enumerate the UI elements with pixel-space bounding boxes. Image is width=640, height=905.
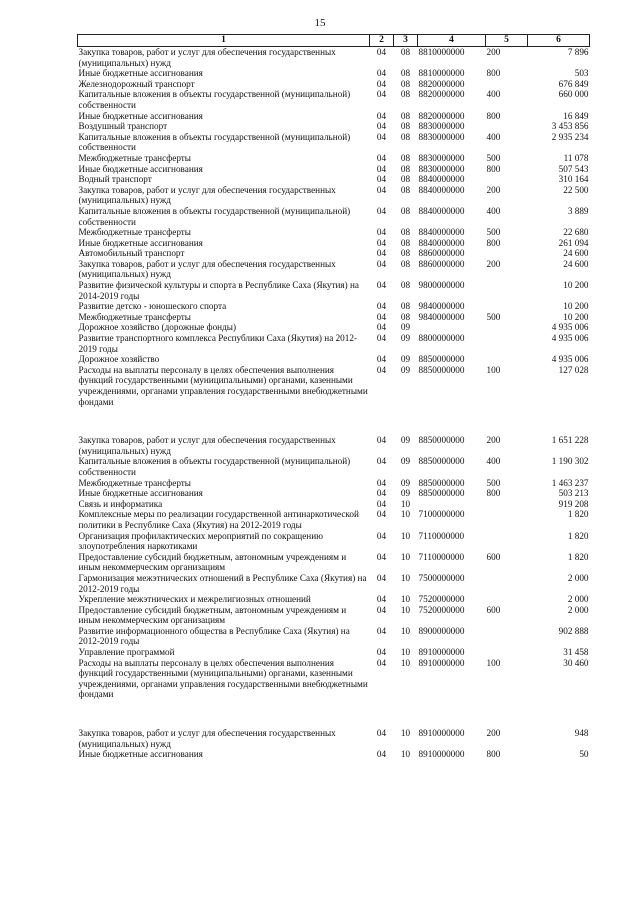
table-row — [78, 121, 590, 132]
table-row — [78, 259, 590, 280]
row-subsection: 09 — [400, 333, 411, 344]
row-expense-type: 200 — [486, 258, 501, 269]
row-section: 04 — [376, 509, 387, 520]
row-expense-type: 400 — [486, 131, 501, 142]
row-description: Железнодорожный транспорт — [78, 78, 195, 89]
table-row — [78, 626, 590, 647]
row-description: Развитие транспортного комплекса Республики Саха (Якутия) на 2012-2019 годы — [78, 333, 358, 354]
table-row — [78, 206, 590, 227]
row-section: 04 — [376, 647, 387, 658]
row-target-article: 8910000000 — [418, 657, 465, 668]
row-subsection: 08 — [400, 280, 411, 291]
header-col-2: 2 — [370, 35, 394, 47]
row-amount: 507 543 — [558, 163, 589, 174]
table-row — [78, 658, 590, 700]
row-subsection: 10 — [400, 509, 411, 520]
row-expense-type: 400 — [486, 205, 501, 216]
table-row — [78, 333, 590, 354]
row-section: 04 — [376, 301, 387, 312]
row-subsection: 08 — [400, 237, 411, 248]
row-section: 04 — [376, 354, 387, 365]
row-section: 04 — [376, 258, 387, 269]
table-header — [78, 35, 590, 47]
table-row — [78, 647, 590, 658]
row-section: 04 — [376, 498, 387, 509]
row-section: 04 — [376, 594, 387, 605]
row-expense-type: 500 — [486, 477, 501, 488]
row-target-article: 8830000000 — [418, 152, 465, 163]
row-subsection: 10 — [400, 551, 411, 562]
row-target-article: 8900000000 — [418, 625, 465, 636]
row-description: Закупка товаров, работ и услуг для обеспечения государственных (муниципальных) нужд — [78, 258, 336, 280]
row-target-article: 7520000000 — [418, 594, 465, 605]
row-expense-type — [486, 594, 528, 605]
row-section: 04 — [376, 152, 387, 163]
row-subsection: 08 — [400, 68, 411, 79]
table-row — [78, 153, 590, 164]
row-subsection: 10 — [400, 530, 411, 541]
table-row — [78, 499, 590, 510]
row-section: 04 — [376, 121, 387, 132]
row-target-article: 8840000000 — [418, 205, 465, 216]
row-target-article: 8850000000 — [418, 364, 465, 375]
row-subsection: 10 — [400, 498, 411, 509]
row-subsection: 08 — [400, 110, 411, 121]
row-description: Закупка товаров, работ и услуг для обеспечения государственных (муниципальных) нужд — [78, 435, 336, 456]
row-subsection: 08 — [400, 174, 411, 185]
row-section: 04 — [376, 205, 387, 216]
table-row — [78, 728, 590, 749]
row-section: 04 — [376, 572, 387, 583]
row-subsection: 08 — [400, 131, 411, 142]
row-section: 04 — [376, 68, 387, 79]
row-section: 04 — [376, 184, 387, 195]
header-col-6: 6 — [528, 35, 590, 47]
row-subsection: 08 — [400, 152, 411, 163]
row-target-article: 9840000000 — [418, 301, 465, 312]
row-expense-type: 800 — [486, 488, 501, 499]
row-amount: 660 000 — [558, 89, 589, 100]
row-subsection: 08 — [400, 227, 411, 238]
table-row — [78, 456, 590, 477]
row-section: 04 — [376, 728, 387, 739]
row-target-article: 8910000000 — [418, 647, 465, 658]
row-expense-type: 800 — [486, 749, 501, 760]
row-description: Расходы на выплаты персоналу в целях обеспечения выполнения функций государственными (муниципальными) органами, казенными учреждениями, органами управления государственными внебюджетными фондами — [78, 657, 368, 700]
row-target-article: 8850000000 — [418, 477, 465, 488]
row-description: Капитальные вложения в объекты государственной (муниципальной) собственности — [78, 131, 351, 153]
row-description: Водный транспорт — [78, 174, 152, 185]
row-subsection: 10 — [400, 604, 411, 615]
row-subsection: 09 — [400, 477, 411, 488]
row-section: 04 — [376, 364, 387, 375]
row-target-article: 7520000000 — [418, 604, 465, 615]
row-target-article: 8820000000 — [418, 89, 465, 100]
table-row — [78, 79, 590, 90]
row-subsection: 10 — [400, 657, 411, 668]
row-expense-type — [486, 121, 528, 132]
row-section: 04 — [376, 131, 387, 142]
row-expense-type: 800 — [486, 110, 501, 121]
row-amount: 4 935 006 — [551, 322, 589, 333]
row-target-article — [418, 322, 486, 333]
row-expense-type: 200 — [486, 728, 501, 739]
row-section: 04 — [376, 749, 387, 760]
row-description: Дорожное хозяйство (дорожные фонды) — [78, 322, 237, 333]
row-description: Иные бюджетные ассигнования — [78, 163, 203, 174]
row-amount: 1 463 237 — [551, 477, 589, 488]
row-subsection: 10 — [400, 625, 411, 636]
row-amount: 7 896 — [567, 47, 589, 57]
budget-table — [77, 34, 590, 760]
row-section: 04 — [376, 604, 387, 615]
row-description: Дорожное хозяйство — [78, 354, 160, 365]
row-amount: 1 820 — [567, 551, 589, 562]
row-amount: 127 028 — [558, 364, 589, 375]
row-subsection: 08 — [400, 89, 411, 100]
row-description: Капитальные вложения в объекты государственной (муниципальной) собственности — [78, 205, 351, 227]
row-amount: 310 164 — [558, 174, 589, 185]
table-row — [78, 478, 590, 489]
row-target-article: 7110000000 — [418, 551, 465, 562]
row-subsection: 10 — [400, 728, 411, 739]
row-expense-type: 200 — [486, 435, 501, 446]
row-amount: 31 458 — [563, 647, 589, 658]
row-amount: 22 680 — [563, 227, 589, 238]
row-amount: 22 500 — [563, 184, 589, 195]
row-target-article: 8860000000 — [418, 248, 465, 259]
row-amount: 10 200 — [563, 301, 589, 312]
row-subsection: 09 — [400, 364, 411, 375]
row-section: 04 — [376, 625, 387, 636]
row-description: Управление программой — [78, 647, 175, 658]
row-expense-type — [486, 509, 528, 530]
row-amount: 2 000 — [567, 572, 589, 583]
row-expense-type — [486, 333, 528, 354]
row-section: 04 — [376, 227, 387, 238]
row-section: 04 — [376, 322, 387, 333]
row-description: Предоставление субсидий бюджетным, автономным учреждениям и иным некоммерческим организациям — [78, 604, 347, 626]
row-description: Капитальные вложения в объекты государственной (муниципальной) собственности — [78, 89, 351, 110]
row-section: 04 — [376, 89, 387, 100]
header-col-5: 5 — [486, 35, 528, 47]
row-section: 04 — [376, 435, 387, 446]
row-amount: 10 200 — [563, 280, 589, 291]
table-row — [78, 322, 590, 333]
row-target-article: 7100000000 — [418, 509, 465, 520]
table-row — [78, 605, 590, 626]
row-target-article: 8850000000 — [418, 354, 465, 365]
row-description: Межбюджетные трансферты — [78, 227, 191, 238]
table-row — [78, 174, 590, 185]
row-amount: 676 849 — [558, 78, 589, 89]
row-amount: 902 888 — [558, 625, 589, 636]
row-target-article: 8850000000 — [418, 456, 465, 467]
table-row — [78, 354, 590, 365]
row-section: 04 — [376, 248, 387, 259]
row-description: Предоставление субсидий бюджетным, автономным учреждениям и иным некоммерческим организациям — [78, 551, 347, 573]
row-subsection: 09 — [400, 488, 411, 499]
row-expense-type — [486, 354, 528, 365]
row-spacer — [78, 700, 590, 728]
row-amount: 948 — [574, 728, 589, 739]
row-subsection: 09 — [400, 435, 411, 446]
page-number: 15 — [314, 17, 326, 29]
row-expense-type — [486, 626, 528, 647]
row-description: Организация профилактических мероприятий по сокращению злоупотребления наркотиками — [78, 530, 324, 552]
row-target-article: 7500000000 — [418, 572, 465, 583]
row-amount: 1 820 — [567, 509, 589, 520]
row-subsection: 10 — [400, 594, 411, 605]
row-section: 04 — [376, 110, 387, 121]
row-amount: 261 094 — [558, 237, 589, 248]
row-expense-type — [486, 499, 528, 510]
row-amount: 2 000 — [567, 594, 589, 605]
table-row — [78, 89, 590, 110]
row-amount: 16 849 — [563, 110, 589, 121]
row-section: 04 — [376, 280, 387, 291]
row-target-article: 8850000000 — [418, 488, 465, 499]
row-section: 04 — [376, 163, 387, 174]
row-spacer — [78, 407, 590, 435]
spacer-cell — [78, 700, 590, 728]
table-row — [78, 164, 590, 175]
row-amount: 4 935 006 — [551, 354, 589, 365]
row-description: Иные бюджетные ассигнования — [78, 749, 203, 760]
row-amount: 1 190 302 — [551, 456, 589, 467]
row-target-article: 9800000000 — [418, 280, 465, 291]
row-description: Воздушный транспорт — [78, 121, 168, 132]
row-section: 04 — [376, 311, 387, 322]
row-description: Укрепление межэтнических и межрелигиозных отношений — [78, 594, 311, 605]
row-amount: 3 889 — [567, 205, 589, 216]
row-subsection: 08 — [400, 121, 411, 132]
row-target-article: 7110000000 — [418, 530, 465, 541]
table-row — [78, 301, 590, 312]
row-subsection: 09 — [400, 354, 411, 365]
row-description: Капитальные вложения в объекты государственной (муниципальной) собственности — [78, 456, 351, 477]
row-amount: 2 000 — [567, 604, 589, 615]
table-row — [78, 509, 590, 530]
row-description: Межбюджетные трансферты — [78, 477, 191, 488]
table-row — [78, 227, 590, 238]
row-subsection: 10 — [400, 572, 411, 583]
row-description: Иные бюджетные ассигнования — [78, 68, 203, 79]
row-target-article: 8820000000 — [418, 78, 465, 89]
table-body — [78, 47, 590, 760]
row-description: Закупка товаров, работ и услуг для обеспечения государственных (муниципальных) нужд — [78, 184, 336, 206]
row-amount: 919 208 — [558, 498, 589, 509]
row-target-article: 8830000000 — [418, 121, 465, 132]
table-row — [78, 47, 590, 69]
row-target-article: 8840000000 — [418, 174, 465, 185]
row-target-article: 8840000000 — [418, 227, 465, 238]
row-section: 04 — [376, 78, 387, 89]
row-section: 04 — [376, 488, 387, 499]
row-target-article: 8910000000 — [418, 728, 465, 739]
row-target-article: 8830000000 — [418, 131, 465, 142]
row-target-article: 8910000000 — [418, 749, 465, 760]
row-expense-type — [486, 248, 528, 259]
row-amount: 503 — [574, 68, 589, 79]
table-row — [78, 552, 590, 573]
row-expense-type — [486, 174, 528, 185]
row-section: 04 — [376, 456, 387, 467]
row-amount: 1 820 — [567, 530, 589, 541]
row-section: 04 — [376, 47, 387, 57]
row-amount: 4 935 006 — [551, 333, 589, 344]
row-subsection: 08 — [400, 47, 411, 57]
row-expense-type — [486, 79, 528, 90]
row-expense-type: 100 — [486, 657, 501, 668]
table-row — [78, 185, 590, 206]
table-row — [78, 248, 590, 259]
row-expense-type: 500 — [486, 227, 501, 238]
table-row — [78, 749, 590, 760]
row-subsection: 08 — [400, 248, 411, 259]
row-expense-type — [486, 322, 528, 333]
row-subsection: 08 — [400, 311, 411, 322]
row-expense-type: 800 — [486, 237, 501, 248]
row-description: Развитие физической культуры и спорта в Республике Саха (Якутия) на 2014-2019 годы — [78, 280, 360, 301]
table-row — [78, 488, 590, 499]
row-subsection: 10 — [400, 647, 411, 658]
row-subsection: 08 — [400, 205, 411, 216]
row-expense-type: 500 — [486, 311, 501, 322]
row-expense-type — [486, 647, 528, 658]
spacer-cell — [78, 407, 590, 435]
row-expense-type — [486, 301, 528, 312]
row-amount: 503 213 — [558, 488, 589, 499]
row-target-article: 8840000000 — [418, 237, 465, 248]
row-amount: 1 651 228 — [551, 435, 589, 446]
row-expense-type: 200 — [486, 47, 501, 57]
row-expense-type — [486, 280, 528, 301]
row-target-article: 8840000000 — [418, 184, 465, 195]
row-description: Иные бюджетные ассигнования — [78, 110, 203, 121]
row-subsection: 08 — [400, 258, 411, 269]
row-expense-type: 600 — [486, 604, 501, 615]
row-description: Межбюджетные трансферты — [78, 311, 191, 322]
row-section: 04 — [376, 530, 387, 541]
header-col-1: 1 — [78, 35, 370, 47]
row-description: Расходы на выплаты персоналу в целях обеспечения выполнения функций государственными (муниципальными) органами, казенными учреждениями, органами управления государственными внебюджетными фондами — [78, 364, 368, 407]
row-section: 04 — [376, 657, 387, 668]
row-expense-type: 800 — [486, 68, 501, 79]
header-col-3: 3 — [394, 35, 418, 47]
row-description: Иные бюджетные ассигнования — [78, 237, 203, 248]
table-row — [78, 365, 590, 407]
row-subsection: 09 — [400, 456, 411, 467]
row-description: Развитие детско - юношеского спорта — [78, 301, 227, 312]
row-target-article: 9840000000 — [418, 311, 465, 322]
row-target-article: 8800000000 — [418, 333, 465, 344]
row-subsection: 10 — [400, 749, 411, 760]
row-expense-type: 500 — [486, 152, 501, 163]
row-description: Закупка товаров, работ и услуг для обеспечения государственных (муниципальных) нужд — [78, 728, 336, 749]
table-row — [78, 531, 590, 552]
row-section: 04 — [376, 477, 387, 488]
row-target-article: 8860000000 — [418, 258, 465, 269]
row-section: 04 — [376, 237, 387, 248]
row-section: 04 — [376, 333, 387, 344]
row-description: Связь и информатика — [78, 498, 163, 509]
row-subsection: 08 — [400, 184, 411, 195]
row-description: Автомобильный транспорт — [78, 248, 185, 259]
row-description: Иные бюджетные ассигнования — [78, 488, 203, 499]
row-section: 04 — [376, 551, 387, 562]
row-description: Гармонизация межэтнических отношений в Республике Саха (Якутия) на 2012-2019 годы — [78, 572, 367, 594]
row-amount: 30 460 — [563, 657, 589, 668]
row-target-article: 8820000000 — [418, 110, 465, 121]
row-amount: 50 — [579, 749, 589, 760]
row-expense-type: 600 — [486, 551, 501, 562]
row-subsection: 08 — [400, 301, 411, 312]
table-row — [78, 280, 590, 301]
table-row — [78, 132, 590, 153]
row-description: Межбюджетные трансферты — [78, 152, 191, 163]
row-amount: 24 600 — [563, 258, 589, 269]
table-row — [78, 238, 590, 249]
row-target-article: 8810000000 — [418, 47, 465, 57]
row-expense-type — [486, 573, 528, 594]
row-expense-type: 400 — [486, 456, 501, 467]
row-description: Закупка товаров, работ и услуг для обеспечения государственных (муниципальных) нужд — [78, 47, 336, 68]
table-row — [78, 573, 590, 594]
row-amount: 11 078 — [563, 152, 589, 163]
table-row — [78, 312, 590, 323]
row-section: 04 — [376, 174, 387, 185]
header-col-4: 4 — [418, 35, 486, 47]
row-expense-type — [486, 531, 528, 552]
row-expense-type: 200 — [486, 184, 501, 195]
row-amount: 3 453 856 — [551, 121, 589, 132]
row-target-article: 8830000000 — [418, 163, 465, 174]
row-subsection: 08 — [400, 163, 411, 174]
table-row — [78, 68, 590, 79]
row-target-article — [418, 499, 486, 510]
row-amount: 2 935 234 — [551, 131, 589, 142]
row-expense-type: 800 — [486, 163, 501, 174]
row-subsection: 09 — [400, 322, 411, 333]
row-target-article: 8850000000 — [418, 435, 465, 446]
row-expense-type: 400 — [486, 89, 501, 100]
table-row — [78, 435, 590, 456]
row-description: Комплексные меры по реализации государственной антинаркотической политики в Республике Саха (Якутия) на 2012-2019 годы — [78, 509, 359, 530]
row-target-article: 8810000000 — [418, 68, 465, 79]
row-expense-type: 100 — [486, 364, 501, 375]
table-row — [78, 111, 590, 122]
row-amount: 24 600 — [563, 248, 589, 259]
table-row — [78, 594, 590, 605]
row-description: Развитие информационного общества в Республике Саха (Якутия) на 2012-2019 годы — [78, 625, 350, 647]
row-subsection: 08 — [400, 78, 411, 89]
row-amount: 10 200 — [563, 311, 589, 322]
